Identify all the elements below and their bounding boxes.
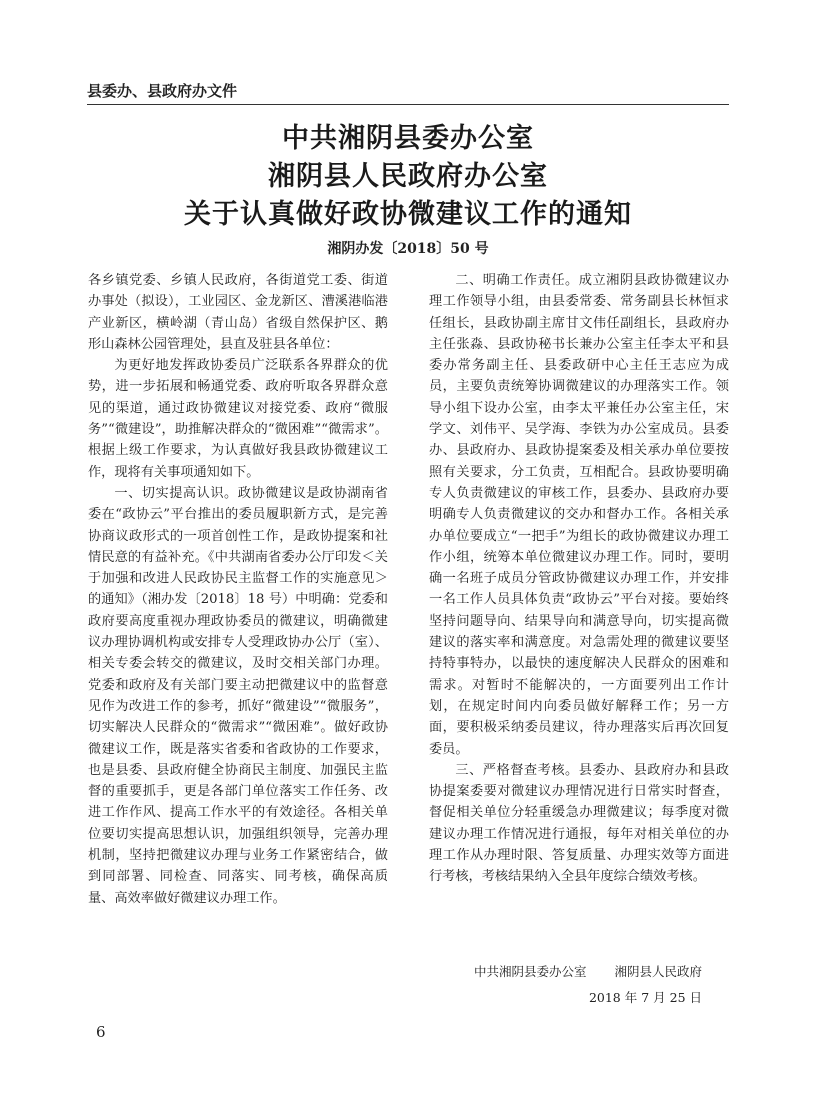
title-line-3: 关于认真做好政协微建议工作的通知: [184, 199, 632, 230]
section-header-label: 县委办、县政府办文件: [87, 82, 238, 100]
section-two-paragraph: 二、明确工作责任。成立湘阴县政协微建议办理工作领导小组，由县委常委、常务副县长林恒求任组长，县政协副主席甘文伟任副组长，县政府办主任张淼、县政协秘书长兼办公室主任李太平和县委办常务副主任、县委政研中心主任王志应为成员，主要负责统筹协调微建议的办理落实工作。领导小组下设办公室，由李太平兼任办公室主任，宋学文、刘伟平、吴学海、李铁为办公室成员。县委办、县政府办、县政协提案委及相关承办单位要按照有关要求，分工负责，互相配合。县政协要明确专人负责微建议的审核工作，县委办、县政府办要明确专人负责微建议的交办和督办工作。各相关承办单位要成立“一把手”为组长的政协微建议办理工作小组，统筹本单位微建议办理工作。同时，要明确一名班子成员分管政协微建议办理工作，并安排一名工作人员具体负责“政协云”平台对接。要始终坚持问题导向、结果导向和满意导向，切实提高微建议的落实率和满意度。对急需处理的微建议要坚持特事特办，以最快的速度解决人民群众的困难和需求。对暂时不能解决的，一方面要列出工作计划，在规定时间内向委员做好解释工作；另一方面，要积极采纳委员建议，待办理落实后再次回复委员。: [429, 273, 729, 757]
section-one-paragraph: 一、切实提高认识。政协微建议是政协湖南省委在“政协云”平台推出的委员履职新方式，是完善协商议政形式的一项首创性工作，是政协提案和社情民意的有益补充。《中共湖南省委办公厅印发＜关于加强和改进人民政协民主监督工作的实施意见＞的通知》（湘办发〔2018〕18 号）中明确：党委和政府要高度重视办理政协委员的微建议，明确微建议办理协调机构或安排专人受理政协办公厅（室）、相关专委会转交的微建议，及时交相关部门办理。党委和政府及有关部门要主动把微建议中的监督意见作为改进工作的参考，抓好“微建设”“微服务”，切实解决人民群众的“微需求”“微困难”。做好政协微建议工作，既是落实省委和省政协的工作要求，也是县委、县政府健全协商民主制度、加强民主监督的重要抓手，更是各部门单位落实工作任务、改进工作作风、提高工作水平的有效途径。各相关单位要切实提高思想认识，加强组织领导，完善办理机制，坚持把微建议办理与业务工作紧密结合，做到同部署、同检查、同落实、同考核，确保高质量、高效率做好微建议办理工作。: [88, 485, 388, 906]
header-divider: [87, 104, 729, 105]
signature-block: [440, 962, 730, 1006]
body-column-right: [429, 270, 729, 888]
salutation-paragraph: 各乡镇党委、乡镇人民政府，各街道党工委、街道办事处（拟设），工业园区、金龙新区、漕溪港临港产业新区，横岭湖（青山岛）省级自然保护区、鹅形山森林公园管理处，县直及驻县各单位：: [88, 273, 388, 352]
section-three-paragraph: 三、严格督查考核。县委办、县政府办和县政协提案委要对微建议办理情况进行日常实时督查，督促相关单位分轻重缓急办理微建议；每季度对微建议办理工作情况进行通报，每年对相关单位的办理工作从办理时限、答复质量、办理实效等方面进行考核，考核结果纳入全县年度综合绩效考核。: [429, 762, 729, 885]
signature-org-party-office: 中共湘阴县委办公室: [473, 964, 587, 979]
title-line-2: 湘阴县人民政府办公室: [268, 161, 548, 192]
document-title: [87, 120, 729, 234]
body-column-left: [88, 270, 388, 909]
document-number: 湘阴办发〔2018〕50 号: [327, 241, 489, 257]
signature-org-government: 湘阴县人民政府: [614, 964, 702, 979]
title-line-1: 中共湘阴县委办公室: [282, 123, 534, 154]
page-number: 6: [96, 1023, 106, 1041]
signature-date: 2018 年 7 月 25 日: [588, 990, 702, 1005]
intro-paragraph: 为更好地发挥政协委员广泛联系各界群众的优势，进一步拓展和畅通党委、政府听取各界群众意见的渠道，通过政协微建议对接党委、政府“微服务”“微建设”，助推解决群众的“微困难”“微需求”。根据上级工作要求，为认真做好我县政协微建议工作，现将有关事项通知如下。: [88, 358, 388, 480]
